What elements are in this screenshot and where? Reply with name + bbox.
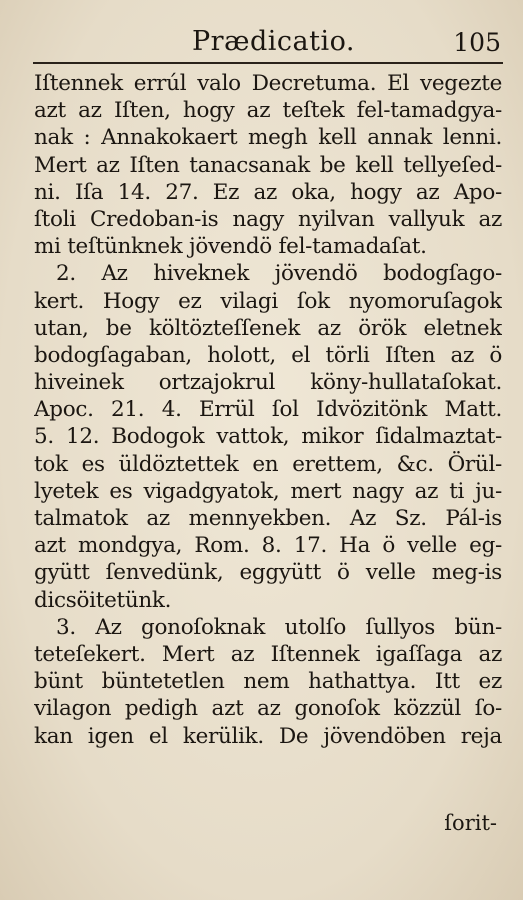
header-rule	[33, 62, 503, 64]
text-line: gyütt ſenvedünk, eggyütt ö velle meg-is	[34, 560, 502, 586]
running-title: Prædicatio.	[192, 26, 355, 57]
page-body	[34, 70, 502, 750]
text-line: 5. 12. Bodogok vattok, mikor ſidalmaztat-	[34, 424, 502, 450]
text-line: azt az Iſten, hogy az teſtek fel-tamadgya-	[34, 98, 502, 124]
text-line: kan igen el kerülik. De jövendöben reja	[34, 723, 502, 749]
text-line: ni. Iſa 14. 27. Ez az oka, hogy az Apo-	[34, 179, 502, 205]
text-line: utan, be költözteſſenek az örök eletnek	[34, 315, 502, 341]
text-line: dicsöitetünk.	[34, 587, 172, 613]
text-line: bünt büntetetlen nem hathattya. Itt ez	[34, 669, 502, 695]
text-line: Iſtennek errúl valo Decretuma. El vegezte	[34, 71, 502, 96]
text-line: azt mondgya, Rom. 8. 17. Ha ö velle eg-	[34, 533, 502, 559]
text-line: mi teſtünknek jövendö fel-tamadaſat.	[34, 234, 427, 260]
text-line: vilagon pedigh azt az gonoſok közzül ſo-	[34, 696, 502, 722]
text-line: teteſekert. Mert az Iſtennek igaſſaga az	[34, 641, 502, 667]
text-line: ſtoli Credoban-is nagy nyilvan vallyuk az	[34, 206, 502, 232]
text-line: kert. Hogy ez vilagi ſok nyomoruſagok	[34, 288, 502, 314]
page-header	[32, 22, 501, 62]
text-line: 2. Az hiveknek jövendö bodogſago-	[56, 261, 502, 287]
text-line: nak : Annakokaert megh kell annak lenni.	[34, 125, 502, 151]
text-line: lyetek es vigadgyatok, mert nagy az ti ju-	[34, 478, 502, 504]
text-line: hiveinek ortzajokrul köny-hullataſokat.	[34, 370, 502, 396]
text-line: talmatok az mennyekben. Az Sz. Pál-is	[34, 506, 502, 531]
text-line: bodogſagaban, holott, el törli Iſten az ö	[34, 342, 502, 368]
text-line: tok es üldöztettek en erettem, &c. Örül-	[34, 451, 502, 477]
text-line: Mert az Iſten tanacsanak be kell tellyeſed-	[34, 152, 502, 178]
text-line: Apoc. 21. 4. Errül ſol Idvözitönk Matt.	[34, 397, 502, 423]
catchword: ſorit-	[444, 811, 497, 835]
page-number: 105	[453, 28, 501, 57]
text-line: 3. Az gonoſoknak utolſo ſullyos bün-	[56, 614, 502, 640]
